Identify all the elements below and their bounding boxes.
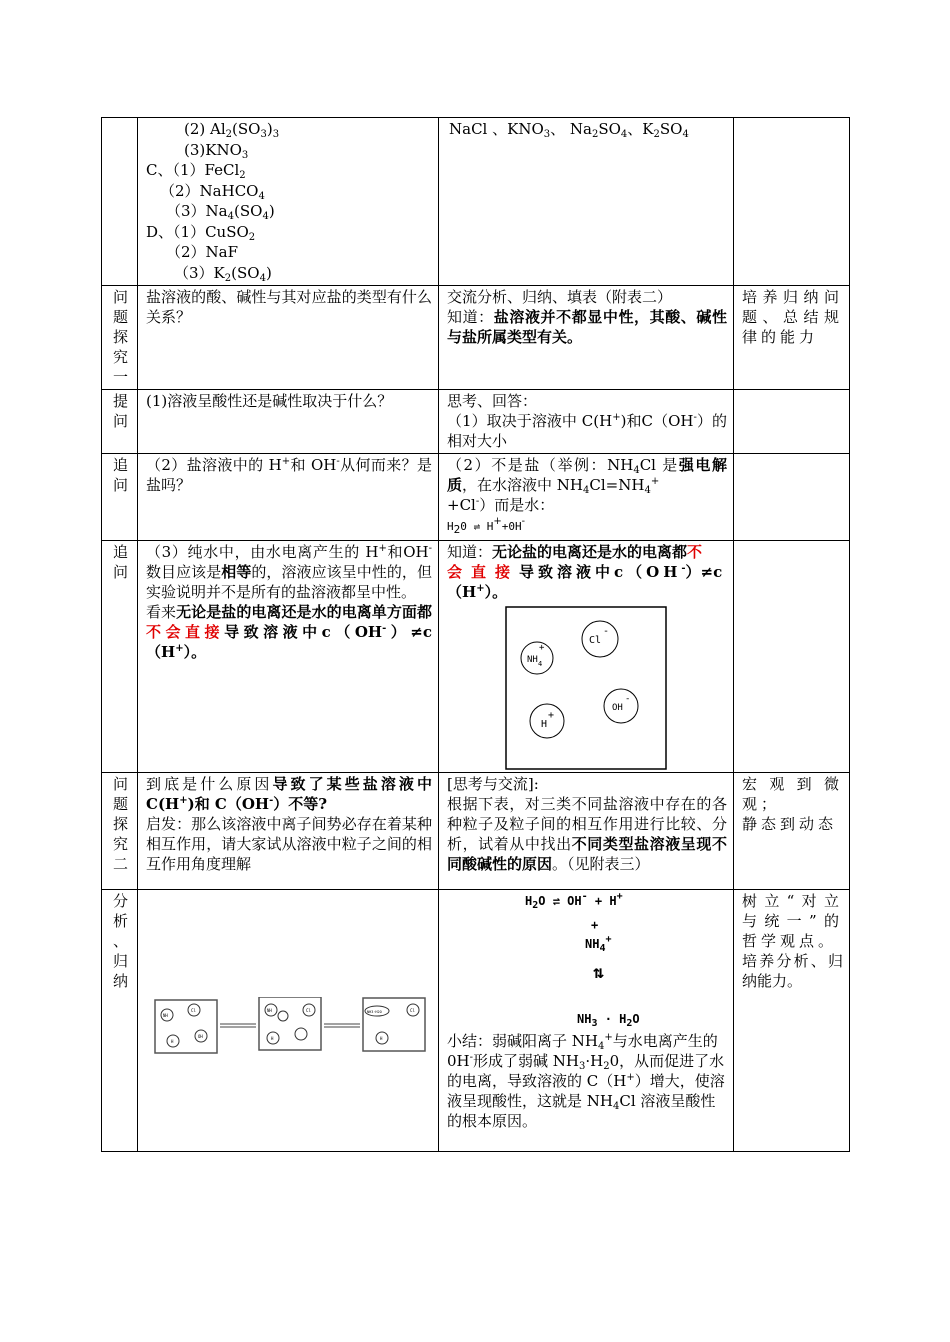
question-cell: （2）盐溶液中的 H+和 OH-从何而来？是盐吗？ — [138, 454, 439, 541]
section-label-cell: 问 题 探 究 一 — [102, 286, 138, 390]
lesson-plan-table — [101, 117, 850, 1152]
activity-cell — [439, 286, 734, 390]
option-line: （2）NaF — [166, 243, 239, 261]
option-line: （2）NaHCO$_4$ — [160, 181, 265, 202]
goal-text: 静态到动态 — [742, 815, 838, 833]
question-cell: 到底是什么原因导致了某些盐溶液中 C(H+)和 C（OH-）不等? 启发：那么该溶液中离子间势必存在着某种相互作用，请大家试从溶液中粒子之间的相互作用角度理解 — [138, 773, 439, 890]
box-final-h-label: H — [380, 1035, 383, 1041]
ion-diagram — [505, 606, 667, 770]
ion-cl-charge: - — [603, 626, 610, 637]
option-line: D、（1）CuSO$_2$ — [146, 222, 256, 243]
question-cell: (1)溶液呈酸性还是碱性取决于什么？ — [138, 390, 439, 454]
activity-text: 思考、回答： — [447, 392, 538, 410]
ammonium-ion: $NH_4^+$ — [585, 934, 612, 954]
plus-sign: + — [591, 918, 599, 932]
option-line: C、（1）FeCl$_2$ — [146, 161, 246, 181]
ion-oh-label: OH — [612, 703, 623, 713]
goal-cell — [734, 890, 850, 1152]
equilibrium-arrow-vertical: ⇅ — [593, 962, 604, 983]
hydrolysis-scheme — [525, 891, 727, 1031]
box-initial-h-label: H — [171, 1038, 174, 1044]
goal-cell: 培养归纳问题、总结规律的能力 — [734, 286, 850, 390]
table-row — [102, 541, 850, 773]
options-cell — [138, 118, 439, 286]
section-label-cell: 分 析 、 归 纳 — [102, 890, 138, 1152]
activity-text: 知道：无论盐的电离还是水的电离都不会直接导致溶液中c（OH-）≠c（H+）。 — [447, 543, 723, 601]
section-label-cell: 提 问 — [102, 390, 138, 454]
activity-cell: （2）不是盐（举例：$NH_4Cl$ 是强电解质，在水溶液中 $NH_4Cl=NH_4^+$ +Cl-）而是水： $H_20$ ⇌ H++0H- — [439, 454, 734, 541]
water-equilibrium: $H_2O$ ⇌ OH- + H+ — [525, 891, 623, 911]
activity-cell — [439, 890, 734, 1152]
ion-oh-charge: - — [625, 694, 631, 704]
section-label-cell: 追 问 — [102, 454, 138, 541]
box-middle-oh — [278, 1011, 288, 1021]
table-row — [102, 773, 850, 890]
box-final-nh3h2o-label: NH3·H2O — [367, 1009, 382, 1014]
section-label-cell: 追 问 — [102, 541, 138, 773]
question-cell: 盐溶液的酸、碱性与其对应盐的类型有什么关系？ — [138, 286, 439, 390]
option-line: $(3)KNO_3$ — [184, 140, 249, 161]
box-middle-h-label: H — [271, 1035, 274, 1041]
ion-cl-label: Cl — [589, 635, 602, 646]
ion-h-charge: + — [548, 710, 555, 721]
ion-nh4-sub: 4 — [538, 660, 543, 668]
goal-text: 培养分析、归纳能力。 — [742, 952, 843, 990]
goal-cell — [734, 773, 850, 890]
section-label-cell: 问 题 探 究 二 — [102, 773, 138, 890]
option-line: (2) $Al_2(SO_3)_3$ — [184, 120, 280, 140]
activity-cell — [439, 773, 734, 890]
table-row — [102, 390, 850, 454]
equilibrium-diagram — [154, 997, 439, 1057]
table-row — [102, 454, 850, 541]
ion-nh4-charge: + — [539, 643, 545, 653]
box-middle-oh2 — [295, 1028, 307, 1040]
box-initial-cl-label: Cl — [191, 1007, 196, 1013]
activity-text: 根据下表，对三类不同盐溶液中存在的各种粒子及粒子间的相互作用进行比较、分析，试着从中找出不同类型盐溶液呈现不同酸碱性的原因。（见附表三） — [447, 795, 727, 873]
activity-text: （1）取决于溶液中 C(H+)和C（OH-）的相对大小 — [447, 412, 727, 450]
goal-cell — [734, 118, 850, 286]
box-middle-nh4-label: NH — [267, 1007, 272, 1013]
box-initial-oh-label: OH — [198, 1033, 203, 1039]
option-line: $(3)Na_4(SO_4)$ — [166, 202, 275, 222]
ammonia-hydrate: $NH_3 \cdot H_2O$ — [577, 1012, 640, 1029]
table-row — [102, 286, 850, 390]
option-line: $(3)K_2(SO_4)$ — [174, 263, 272, 284]
question-cell: （3）纯水中，由水电离产生的 H+和OH-数目应该是相等的，溶液应该呈中性的，但实验说明并不是所有的盐溶液都呈中性。 看来无论是盐的电离还是水的电离单方面都不会直接导致溶液中c（OH-）≠c（H+）。 — [138, 541, 439, 773]
mechanism-cell — [138, 890, 439, 1152]
table-row — [102, 890, 850, 1152]
goal-text: 树立“对立与统一”的哲学观点。 — [742, 892, 843, 950]
ion-nh4-label: NH — [527, 655, 538, 665]
goal-cell — [734, 454, 850, 541]
goal-cell — [734, 390, 850, 454]
box-initial — [155, 1000, 217, 1053]
box-middle-cl-label: Cl — [306, 1007, 311, 1013]
ion-h-label: H — [541, 719, 548, 730]
activity-text: 交流分析、归纳、填表（附表二） — [447, 288, 673, 306]
activity-cell — [439, 541, 734, 773]
activity-cell — [439, 390, 734, 454]
activity-text: 知道：盐溶液并不都显中性，其酸、碱性与盐所属类型有关。 — [447, 308, 727, 346]
box-final-cl-label: Cl — [410, 1007, 415, 1013]
summary-text: 小结：弱碱阳离子 $NH_4^+$与水电离产生的 0H-形成了弱碱 $NH_3\cdot H_20$，从而促进了水的电离，导致溶液的 C（H+）增大，使溶液呈现酸性，这就是 $NH_4Cl$ 溶液呈酸性的根本原因。 — [447, 1032, 725, 1130]
section-label-cell — [102, 118, 138, 286]
box-initial-nh4-label: NH — [163, 1012, 168, 1018]
goal-text: 宏观到微观； — [742, 775, 843, 813]
table-row — [102, 118, 850, 286]
answer-cell: NaCl 、$KNO_3$、 $Na_2SO_4$、$K_2SO_4$ — [439, 118, 734, 286]
goal-cell — [734, 541, 850, 773]
activity-text: [思考与交流]: — [447, 775, 539, 793]
